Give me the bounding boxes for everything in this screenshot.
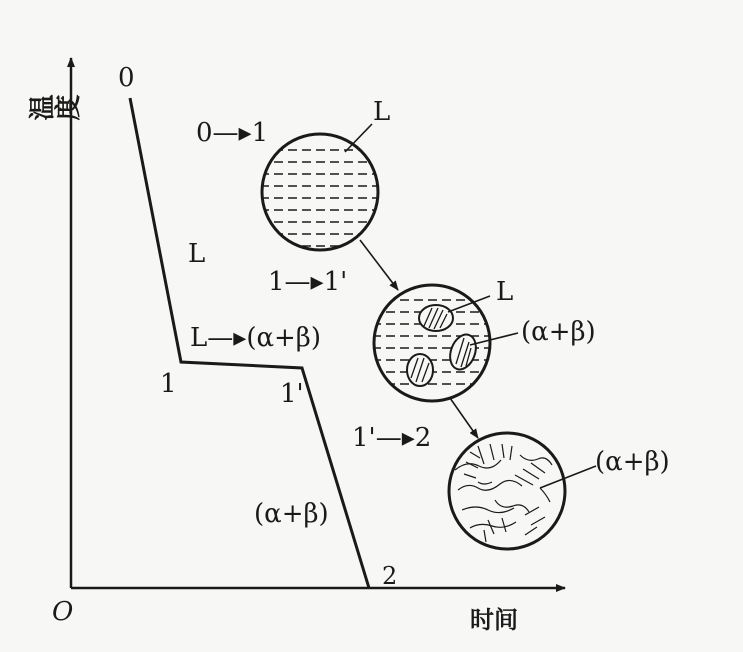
arrow-circle2-to-circle3 [450, 398, 478, 438]
leader-circle2-solid [470, 333, 518, 345]
microstructure-circle-solid [449, 433, 565, 549]
leader-circle3-solid [540, 466, 596, 488]
point-label-2: 2 [382, 562, 398, 590]
point-label-1: 1 [160, 369, 177, 399]
region-label-transformation: L—▸(α+β) [190, 323, 321, 353]
point-label-0: 0 [118, 63, 135, 93]
circle2-phase-label-solid: (α+β) [521, 317, 596, 347]
origin-label: O [52, 597, 74, 627]
transition-label-1prime-2: 1'—▸2 [352, 423, 432, 453]
x-axis-label: 时间 [470, 606, 518, 634]
microstructure-circle-liquid [260, 134, 380, 250]
arrow-circle1-to-circle2 [360, 240, 398, 290]
point-label-1prime: 1' [280, 379, 304, 409]
solid-nucleus [407, 354, 433, 386]
circle2-phase-label-liquid: L [496, 277, 514, 307]
transition-label-0-1: 0—▸1 [196, 118, 269, 148]
circle1-phase-label: L [373, 97, 391, 127]
region-label-solid: (α+β) [254, 499, 329, 529]
transition-label-1-1prime: 1—▸1' [268, 267, 348, 297]
circle3-phase-label: (α+β) [595, 447, 670, 477]
solid-nucleus [419, 305, 453, 331]
region-label-liquid: L [188, 239, 206, 269]
solid-nucleus [446, 331, 481, 373]
y-axis-label: 温度 [28, 95, 80, 125]
